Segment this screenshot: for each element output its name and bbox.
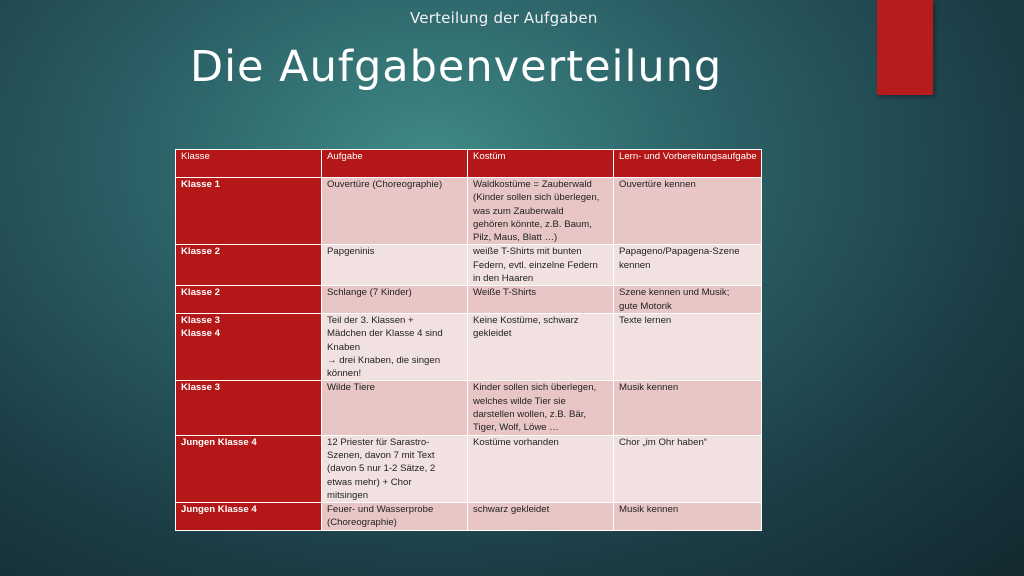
cell-line: Teil der 3. Klassen + [327,314,414,326]
cell-line: Musik kennen [619,504,679,516]
cell-line: Texte lernen [619,314,672,326]
cell-line: etwas mehr) + Chor [327,476,412,488]
table-row [176,178,762,245]
cell-klasse [176,313,322,380]
cell-line: Klasse 3 [181,314,220,326]
cell-aufgabe [322,286,468,314]
cell-kostuem [468,245,614,286]
cell-line: 12 Priester für Sarastro- [327,436,430,448]
cell-line: Klasse 1 [181,179,220,190]
cell-line: schwarz gekleidet [473,504,550,516]
cell-aufgabe [322,245,468,286]
cell-line: was zum Zauberwald [473,205,564,217]
table-row [176,435,762,502]
header-lern: Lern- und Vorbereitungsaufgabe [614,150,762,178]
header-aufgabe: Aufgabe [322,150,468,178]
cell-line: Kostüme vorhanden [473,436,559,448]
cell-line: (davon 5 nur 1-2 Sätze, 2 [327,463,436,475]
cell-lern [614,435,762,502]
cell-klasse [176,245,322,286]
cell-line: Weiße T-Shirts [473,287,537,299]
cell-line: Kinder sollen sich überlegen, [473,382,597,394]
cell-line: darstellen wollen, z.B. Bär, [473,409,587,421]
cell-aufgabe [322,503,468,531]
cell-line: Knaben [327,341,361,353]
slide-title: Die Aufgabenverteilung [190,42,723,92]
cell-line: Papageno/Papagena-Szene [619,246,740,258]
cell-line: Klasse 4 [181,328,220,340]
cell-line: gehören könnte, z.B. Baum, [473,218,592,230]
cell-line: Jungen Klasse 4 [181,436,257,448]
cell-line: können! [327,368,362,380]
cell-kostuem [468,313,614,380]
cell-line: weiße T-Shirts mit bunten [473,246,582,258]
cell-line: Klasse 3 [181,382,220,394]
cell-line: Keine Kostüme, schwarz [473,314,579,326]
table-row [176,503,762,531]
slide-subtitle: Verteilung der Aufgaben [410,9,598,27]
cell-line: Mädchen der Klasse 4 sind [327,328,443,340]
cell-line: Waldkostüme = Zauberwald [473,179,592,190]
cell-line: Tiger, Wolf, Löwe … [473,422,559,434]
task-table [175,149,762,531]
cell-aufgabe [322,435,468,502]
cell-line: Feuer- und Wasserprobe [327,504,434,516]
cell-kostuem [468,286,614,314]
cell-line: Federn, evtl. einzelne Federn [473,259,598,271]
table-header-row [176,150,762,178]
table-row [176,286,762,314]
cell-klasse [176,435,322,502]
cell-line: in den Haaren [473,273,534,285]
cell-line: Papgeninis [327,246,375,258]
cell-klasse [176,286,322,314]
cell-line: welches wilde Tier sie [473,395,566,407]
cell-line: Ouvertüre kennen [619,179,696,190]
cell-klasse [176,381,322,435]
header-klasse: Klasse [176,150,322,178]
cell-line: (Choreographie) [327,517,397,529]
cell-lern [614,286,762,314]
cell-line: Schlange (7 Kinder) [327,287,412,299]
cell-line: Ouvertüre (Choreographie) [327,179,443,190]
cell-line: Klasse 2 [181,287,220,299]
cell-line: Pilz, Maus, Blatt …) [473,232,558,244]
cell-kostuem [468,503,614,531]
cell-line: Wilde Tiere [327,382,375,394]
cell-line: Szenen, davon 7 mit Text [327,449,435,461]
table-row [176,245,762,286]
cell-line: Musik kennen [619,382,679,394]
cell-aufgabe [322,178,468,245]
table-row [176,381,762,435]
cell-kostuem [468,435,614,502]
cell-lern [614,381,762,435]
cell-klasse [176,503,322,531]
cell-line: Klasse 2 [181,246,220,258]
cell-lern [614,245,762,286]
cell-aufgabe [322,313,468,380]
cell-line: Szene kennen und Musik; [619,287,730,299]
cell-line: Chor „im Ohr haben“ [619,436,707,448]
cell-klasse [176,178,322,245]
cell-line: Jungen Klasse 4 [181,504,257,516]
cell-line: → drei Knaben, die singen [327,354,441,366]
header-kostuem: Kostüm [468,150,614,178]
cell-line: mitsingen [327,489,369,501]
cell-kostuem [468,178,614,245]
cell-line: gekleidet [473,328,512,340]
cell-lern [614,503,762,531]
cell-aufgabe [322,381,468,435]
decorative-red-tab [877,0,933,95]
cell-kostuem [468,381,614,435]
table-row [176,313,762,380]
cell-lern [614,313,762,380]
cell-line: gute Motorik [619,300,672,312]
cell-line: kennen [619,259,651,271]
cell-line: (Kinder sollen sich überlegen, [473,192,600,204]
cell-lern [614,178,762,245]
